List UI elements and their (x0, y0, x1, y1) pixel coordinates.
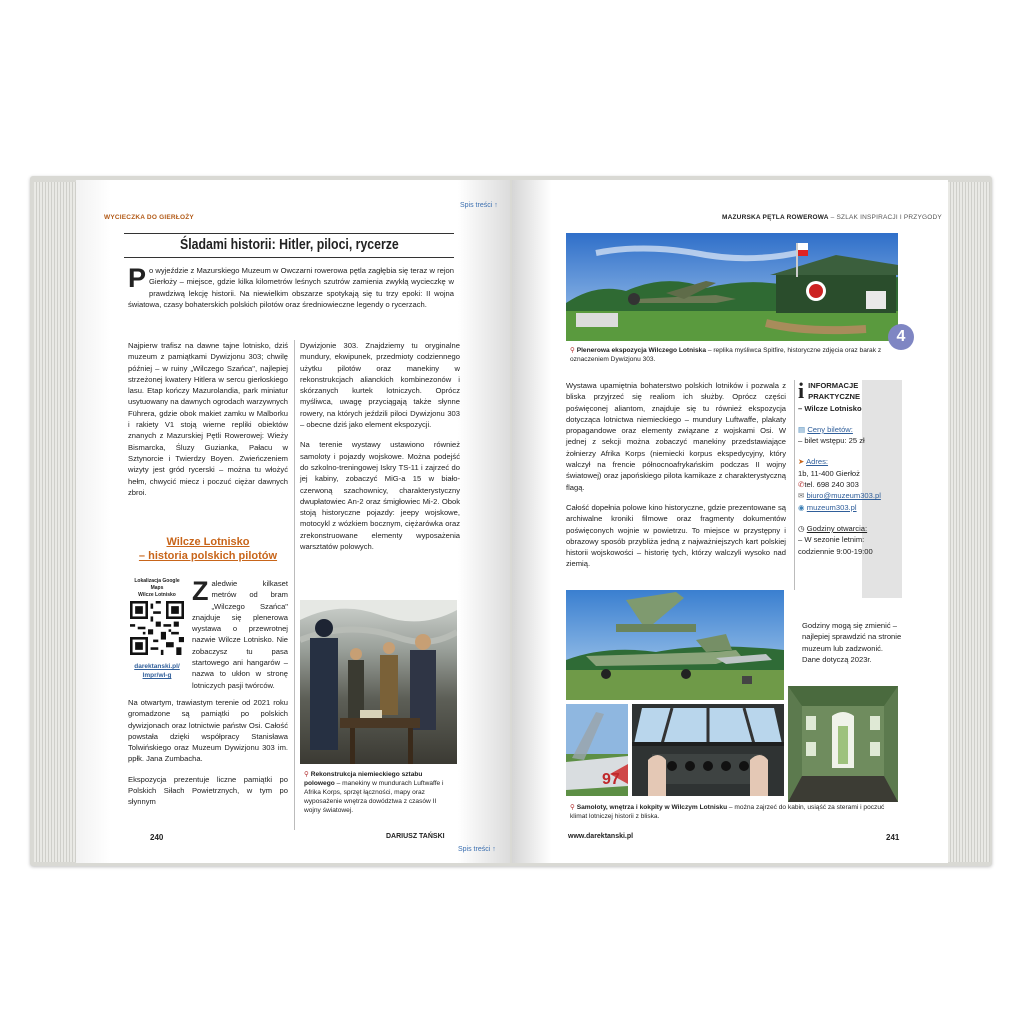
pin-icon: ➤ (798, 457, 805, 467)
running-head-left: WYCIECZKA DO GIERŁOŻY (104, 214, 194, 221)
info-phone[interactable]: tel. 698 240 303 (804, 480, 859, 490)
info-address-label[interactable]: Adres: (806, 457, 829, 467)
running-head-right-bold: MAZURSKA PĘTLA ROWEROWA (722, 214, 829, 221)
intro-text: o wyjeździe z Mazurskiego Muzeum w Owczarni rowerowa pętla zagłębia się teraz w rejon Gierłoży – miejsce, gdzie kilka kilometrów leśnych szutrów zamienia zwykłą wycieczkę w prawdziwą lekcję historii. Na niewielkim obszarze spotykają się tu trzy epoki: II wojna światowa, czasy bohaterskich polskich pilotów oraz średniowieczne legendy o rycerzach. (128, 266, 454, 309)
info-tickets-label[interactable]: Ceny biletów: (807, 424, 853, 434)
wrap-paragraph (192, 578, 288, 691)
qr-link-2[interactable]: lmpr/wl-g (142, 672, 172, 679)
caption-left-bold: Rekonstrukcja niemieckiego sztabu polowego (304, 771, 423, 787)
intro-drop-cap: P (128, 263, 147, 293)
left-column-1-continued (128, 697, 288, 817)
info-web[interactable]: muzeum303.pl (806, 502, 857, 512)
cabin-illustration (788, 686, 898, 802)
plane-number: 97 (602, 771, 620, 788)
jet-illustration (566, 704, 628, 796)
info-box (798, 380, 902, 557)
web-icon: ◉ (798, 502, 805, 512)
caption-top-bold: Plenerowa ekspozycja Wilczego Lotniska (576, 347, 706, 354)
qr-block (128, 578, 186, 680)
info-email[interactable]: biuro@muzeum303.pl (806, 491, 881, 501)
qr-code-icon[interactable] (130, 601, 184, 655)
col1-last-paragraph: Ekspozycja prezentuje liczne pamiątki po Polskich Siłach Powietrznych, w tym po słynnym (128, 774, 288, 807)
col1-paragraph: Najpierw trafisz na dawne tajne lotnisko, dziś muzeum z pamiątkami Dywizjonu 303; chwilę później – w ruiny „Wilczego Szańca", najlepiej strzeżonej kwatery Hitlera w sercu gierłoskiego lasu. Etap kończy Mazurolandia, park miniatur usytuowany na dawnych ogrodach warzywnych Führera, gdzie obok makiet zamku w Malborku i rakiety V1 stoją wierne repliki obiektów znanych z Mazurskiej Pętli Rowerowej: Wieży Bismarcka, Śluzy Guzianka, Pałacu w Sztynorcie i Twierdzy Boyen. Zwieńczeniem wizyty jest gród rycerski – można tu włożyć hełm, chwycić miecz i poczuć ciężar dawnych zbroi. (128, 341, 288, 497)
running-head-right-rest: – SZLAK INSPIRACJI I PRZYGODY (828, 214, 942, 221)
clock-icon: ◷ (798, 523, 805, 533)
column-divider (294, 340, 295, 830)
left-page (76, 180, 510, 863)
page-number-left: 240 (150, 833, 164, 842)
caption-top-rest: – replika myśliwca Spitfire, historyczne zdjęcia oraz barak z oznaczeniem Dywizjonu 303. (570, 347, 882, 363)
col2-paragraph-1: Dywizjonie 303. Znajdziemy tu oryginalne mundury, ekwipunek, przedmioty codziennego użytku pilotów oraz manekiny w rekonstrukcjach alianckich kombinezonów i skórzanych kurtek lotniczych. Oprócz myśliwca, uwagę przyciągają także słynne rowery, na których jeździli piloci Dywizjonu 303 – obecne dziś jako element ekspozycji. (300, 341, 460, 430)
info-title-2: PRAKTYCZNE (808, 392, 861, 402)
page-number-right: 241 (886, 833, 900, 842)
col2-paragraph-2: Na terenie wystawy ustawiono również samoloty i pojazdy wojskowe. Można podejść do szkolno-treningowej Iskry TS-11 i zajrzeć do jej kabiny, zobaczyć MiG-a 15 w biało-czerwoną szachownicy, charakterystyczny dwupłatowiec An-2 oraz śmigłowiec Mi-2. Obok stoją historyczne pojazdy: jeepy wojskowe, motocykl z wózkiem bocznym, ciężarówka oraz zrekonstruowane elementy wyposażenia warsztatów polowych. (300, 440, 460, 552)
title-rule-bottom (124, 257, 454, 258)
photo-jet-canopy (566, 704, 628, 796)
info-icon: i (798, 378, 805, 403)
subhead-line-2: – historia polskich pilotów (138, 550, 278, 562)
section-number-badge: 4 (888, 324, 914, 350)
info-tickets-value: – bilet wstępu: 25 zł (798, 436, 865, 446)
page-title: Śladami historii: Hitler, piloci, rycerze (179, 236, 399, 253)
info-divider (794, 380, 795, 590)
title-wrap (124, 236, 454, 254)
caption-bottom-rest: – można zajrzeć do kabin, usiąść za sterami i poczuć klimat lotniczej historii z bliska. (570, 804, 885, 820)
toc-link-bottom[interactable]: Spis treści ↑ (458, 846, 496, 853)
pin-icon: ⚲ (570, 347, 575, 354)
phone-icon: ✆ (798, 480, 805, 490)
info-hours-line-1: – W sezonie letnim: (798, 535, 865, 545)
info-title-1: INFORMACJE (808, 381, 859, 390)
photo-spitfire (566, 233, 898, 341)
intro-paragraph (128, 265, 454, 310)
photo-caption-top (570, 346, 892, 364)
page-edges-right (948, 182, 990, 862)
qr-label-1: Lokalizacja Google Maps (134, 578, 180, 591)
photo-caption-bottom (570, 803, 898, 821)
info-address-value: 1b, 11-400 Gierłoż (798, 468, 860, 478)
info-note: Godziny mogą się zmienić – najlepiej sprawdzić na stronie muzeum lub zadzwonić. Dane dotyczą 2023r. (802, 621, 902, 664)
right-column-1 (566, 380, 786, 579)
qr-link-1[interactable]: darektanski.pl/ (134, 663, 180, 670)
right-page (512, 180, 948, 863)
photo-cockpit (632, 704, 784, 796)
pin-icon: ⚲ (570, 804, 575, 811)
author-name: DARIUSZ TAŃSKI (386, 833, 445, 840)
right-paragraph-1: Wystawa upamiętnia bohaterstwo polskich lotników i pozwala z bliska przyjrzeć się realiom ich służby. Oprócz części poświęconej aliantom, znajduje się tu również ekspozycja dotycząca lotnictwa niemieckiego – mundury Luftwaffe, plakaty propagandowe oraz elementy związane z wojskami Osi. W jednej z sekcji można zobaczyć manekiny przedstawiające żołnierzy Afrika Korps (niemiecki korpus ekspedycyjny, który walczył na frencie północnoafrykańskim podczas II wojny światowej) oraz japońskiego pilota kamikaze z charakterystyczną flagą. (566, 381, 786, 492)
open-book (30, 176, 992, 866)
page-edges-left (34, 182, 78, 862)
qr-label-2: Wilcze Lotnisko (138, 592, 176, 598)
photo-field-hq (300, 600, 457, 764)
mail-icon: ✉ (798, 491, 805, 501)
field-hq-illustration (300, 600, 457, 764)
photo-cabin-interior (788, 686, 898, 802)
caption-left-rest: – manekiny w mundurach Luftwaffe i Afrika Korps, sprzęt łączności, mapy oraz wyposażenie wnętrza dowództwa z czasów II wojny światowej. (304, 780, 444, 814)
right-paragraph-2: Całość dopełnia polowe kino historyczne, gdzie prezentowane są archiwalne kroniki filmowe oraz fragmenty dokumentów poświęconych wojnie w powietrzu. To miejsce w przystępny i obrazowy sposób przybliża jedną z najważniejszych kart polskiej historii wojskowości – historię tych, którzy walczyli wysoko nad ziemią. (566, 502, 786, 569)
info-hours-label: Godziny otwarcia: (806, 523, 868, 533)
cockpit-illustration (632, 704, 784, 796)
photo-an2 (566, 590, 784, 700)
photo-caption-left (304, 770, 454, 815)
pin-icon: ⚲ (304, 771, 309, 778)
info-subtitle: – Wilcze Lotnisko (798, 403, 862, 413)
ticket-icon: ▤ (798, 424, 806, 434)
running-head-right (722, 214, 942, 221)
left-column-1 (128, 340, 288, 507)
col1-cont-paragraph: Na otwartym, trawiastym terenie od 2021 roku gromadzone są pamiątki po polskich dywizjonach oraz lotnictwie państw Osi. Całość powstała dzięki współpracy Stanisława Tolwińskiego oraz Muzeum Dywizjonu 303 im. ppłk. Jana Zumbacha. (128, 698, 288, 764)
subhead-line-1: Wilcze Lotnisko (166, 536, 250, 548)
caption-bottom-bold: Samoloty, wnętrza i kokpity w Wilczym Lotnisku (576, 804, 728, 811)
wrap-drop-cap: Z (192, 576, 209, 606)
left-column-2 (300, 340, 460, 561)
section-subhead (128, 535, 288, 563)
toc-link-top[interactable]: Spis treści ↑ (460, 202, 498, 209)
title-rule-top (124, 233, 454, 234)
spitfire-illustration (566, 233, 898, 341)
website[interactable]: www.darektanski.pl (568, 833, 634, 840)
info-hours-line-2: codziennie 9:00-19:00 (798, 546, 873, 556)
wrap-text: aledwie kilkaset metrów od bram „Wilczego Szańca" znajduje się plenerowa wystawa o przewrotnej nazwie Wilcze Lotnisko. Nie zobaczysz tu pasa startowego ani hangarów – nazwa to ukłon w stronę lotniczych pasji twórców. (192, 579, 288, 690)
an2-illustration (566, 590, 784, 700)
